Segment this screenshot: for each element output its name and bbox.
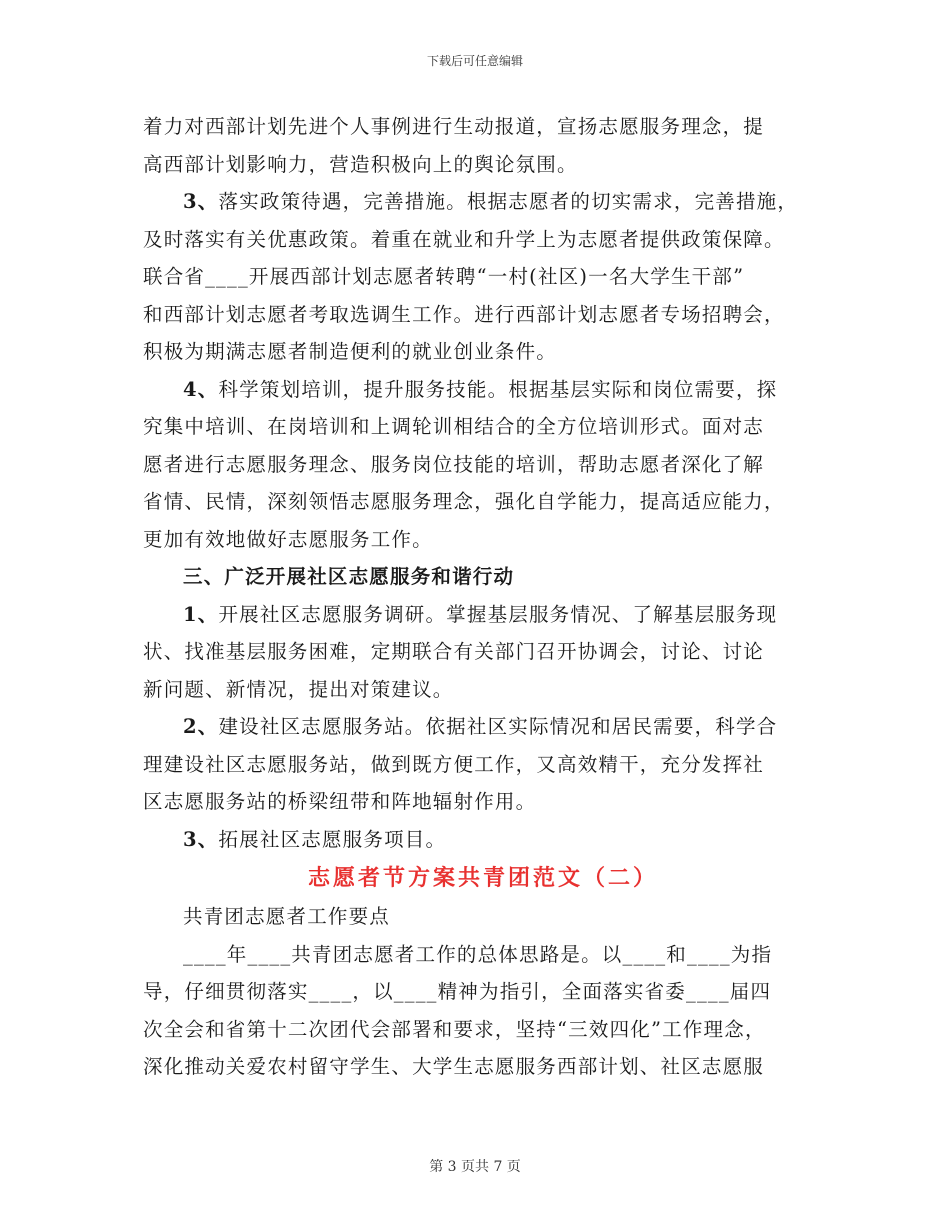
paragraph-line: 和西部计划志愿者考取选调生工作。进行西部计划志愿者专场招聘会， <box>143 302 785 326</box>
paragraph-line: 高西部计划影响力，营造积极向上的舆论氛围。 <box>143 152 578 176</box>
paragraph-line: 共青团志愿者工作要点 <box>183 905 391 928</box>
paragraph-line: 积极为期满志愿者制造便利的就业创业条件。 <box>143 340 558 363</box>
paragraph-line: 状、找准基层服务困难，定期联合有关部门召开协调会，讨论、讨论 <box>143 640 765 663</box>
item-number: 1、 <box>183 602 219 626</box>
item-text: 建设社区志愿服务站。依据社区实际情况和居民需要，科学合 <box>218 715 778 738</box>
paragraph-line: 理建设社区志愿服务站，做到既方便工作，又高效精干，充分发挥社 <box>143 752 765 776</box>
paragraph-line: 究集中培训、在岗培训和上调轮训相结合的全方位培训形式。面对志 <box>143 415 765 438</box>
paragraph-line: 深化推动关爱农村留守学生、大学生志愿服务西部计划、社区志愿服 <box>143 1055 765 1078</box>
header-note: 下载后可任意编辑 <box>426 54 523 68</box>
paragraph-line: ____年____共青团志愿者工作的总体思路是。以____和____为指 <box>183 942 773 966</box>
document-body <box>143 108 823 1086</box>
item-number: 3、 <box>183 827 219 851</box>
paragraph-line: 及时落实有关优惠政策。着重在就业和升学上为志愿者提供政策保障。 <box>143 227 785 251</box>
paragraph-line <box>143 183 823 221</box>
paragraph-line <box>143 371 823 409</box>
item-number: 4、 <box>183 377 219 401</box>
item-number: 2、 <box>183 715 219 738</box>
paragraph-line <box>143 821 823 859</box>
paragraph-line: 省情、民情，深刻领悟志愿服务理念，强化自学能力，提高适应能力， <box>143 490 785 513</box>
paragraph-line: 区志愿服务站的桥梁纽带和阵地辐射作用。 <box>143 790 537 813</box>
section-heading: 三、广泛开展社区志愿服务和谐行动 <box>183 565 515 588</box>
page-number: 第 3 页共 7 页 <box>429 1159 521 1175</box>
item-text: 拓展社区志愿服务项目。 <box>218 827 447 851</box>
paragraph-line: 新问题、新情况，提出对策建议。 <box>143 677 454 701</box>
paragraph-line: 联合省____开展西部计划志愿者转聘“一村(社区)一名大学生干部” <box>143 265 745 288</box>
paragraph-line: 愿者进行志愿服务理念、服务岗位技能的培训，帮助志愿者深化了解 <box>143 452 765 476</box>
paragraph-line: 次全会和省第十二次团代会部署和要求，坚持“三效四化”工作理念， <box>143 1017 766 1041</box>
paragraph-line: 着力对西部计划先进个人事例进行生动报道，宣扬志愿服务理念，提 <box>143 115 765 138</box>
item-text: 开展社区志愿服务调研。掌握基层服务情况、了解基层服务现 <box>218 602 778 626</box>
paragraph-line <box>143 596 823 634</box>
paragraph-line: 更加有效地做好志愿服务工作。 <box>143 527 433 551</box>
paragraph-line: 导，仔细贯彻落实____，以____精神为指引，全面落实省委____届四 <box>143 980 772 1003</box>
item-number: 3、 <box>183 190 219 213</box>
paragraph-line <box>143 708 823 746</box>
section-title: 志愿者节方案共青团范文（二） <box>307 865 658 891</box>
item-text: 落实政策待遇，完善措施。根据志愿者的切实需求，完善措施， <box>218 190 799 213</box>
item-text: 科学策划培训，提升服务技能。根据基层实际和岗位需要，探 <box>218 377 778 401</box>
